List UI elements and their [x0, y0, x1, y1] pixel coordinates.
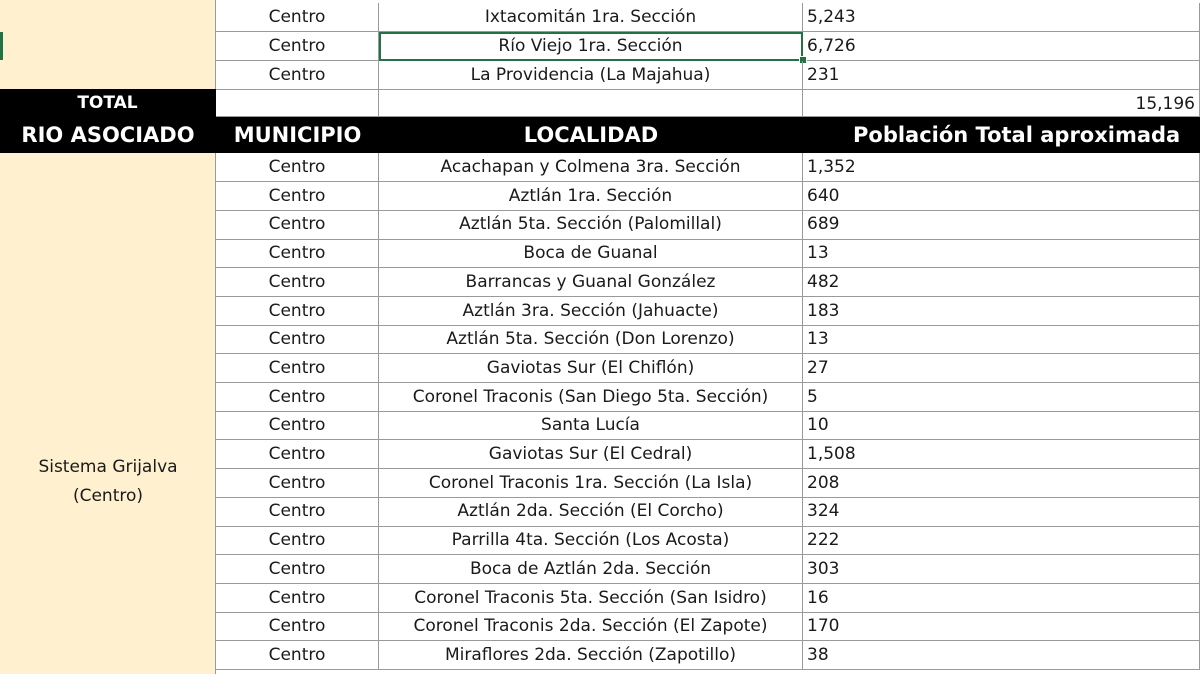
- cell-municipio[interactable]: Centro: [216, 555, 379, 584]
- cell-localidad[interactable]: Aztlán 2da. Sección (El Corcho): [379, 497, 803, 526]
- cell-empty[interactable]: [379, 89, 803, 117]
- river-label: [0, 453, 216, 511]
- cell-poblacion[interactable]: 482: [803, 268, 1200, 297]
- cell-localidad[interactable]: Coronel Traconis 1ra. Sección (La Isla): [379, 469, 803, 498]
- cell-municipio[interactable]: Centro: [216, 182, 379, 211]
- cell-poblacion[interactable]: 640: [803, 182, 1200, 211]
- cell-localidad-selected[interactable]: Río Viejo 1ra. Sección: [379, 32, 803, 61]
- cell-poblacion[interactable]: 13: [803, 325, 1200, 354]
- cell-poblacion[interactable]: 38: [803, 641, 1200, 670]
- cell-poblacion[interactable]: 6,726: [803, 32, 1200, 61]
- cell-municipio[interactable]: Centro: [216, 210, 379, 239]
- total-label[interactable]: TOTAL: [0, 89, 216, 117]
- row-selection-marker: [0, 32, 3, 60]
- cell-municipio[interactable]: Centro: [216, 297, 379, 326]
- cell-municipio[interactable]: Centro: [216, 268, 379, 297]
- cell-municipio[interactable]: Centro: [216, 3, 379, 32]
- cell-localidad[interactable]: Coronel Traconis (San Diego 5ta. Sección): [379, 383, 803, 412]
- cell-municipio[interactable]: Centro: [216, 612, 379, 641]
- cell-municipio[interactable]: Centro: [216, 411, 379, 440]
- cell-municipio[interactable]: Centro: [216, 641, 379, 670]
- cell-localidad[interactable]: Coronel Traconis 5ta. Sección (San Isidro): [379, 584, 803, 613]
- cell-poblacion[interactable]: 303: [803, 555, 1200, 584]
- cell-localidad[interactable]: Acachapan y Colmena 3ra. Sección: [379, 153, 803, 182]
- cell-localidad[interactable]: Aztlán 5ta. Sección (Don Lorenzo): [379, 325, 803, 354]
- cell-localidad[interactable]: Aztlán 3ra. Sección (Jahuacte): [379, 297, 803, 326]
- cell-municipio[interactable]: Centro: [216, 440, 379, 469]
- cell-municipio[interactable]: Centro: [216, 383, 379, 412]
- cell-poblacion[interactable]: 222: [803, 526, 1200, 555]
- cell-localidad[interactable]: Aztlán 5ta. Sección (Palomillal): [379, 210, 803, 239]
- cell-poblacion[interactable]: 1,508: [803, 440, 1200, 469]
- total-value[interactable]: 15,196: [803, 89, 1200, 117]
- cell-municipio[interactable]: Centro: [216, 497, 379, 526]
- cell-municipio[interactable]: Centro: [216, 61, 379, 90]
- header-rio-asociado[interactable]: RIO ASOCIADO: [0, 117, 216, 153]
- cell-poblacion[interactable]: 16: [803, 584, 1200, 613]
- cell-poblacion[interactable]: 5: [803, 383, 1200, 412]
- cell-municipio[interactable]: Centro: [216, 32, 379, 61]
- river-cell-merged[interactable]: [0, 153, 216, 674]
- cell-poblacion[interactable]: 1,352: [803, 153, 1200, 182]
- cell-poblacion[interactable]: 170: [803, 612, 1200, 641]
- header-localidad[interactable]: LOCALIDAD: [379, 117, 803, 153]
- cell-municipio[interactable]: Centro: [216, 325, 379, 354]
- cell-municipio[interactable]: Centro: [216, 526, 379, 555]
- cell-localidad[interactable]: Barrancas y Guanal González: [379, 268, 803, 297]
- river-cell-previous[interactable]: [0, 0, 216, 89]
- header-municipio[interactable]: MUNICIPIO: [216, 117, 379, 153]
- cell-poblacion[interactable]: 689: [803, 210, 1200, 239]
- cell-poblacion[interactable]: 27: [803, 354, 1200, 383]
- cell-localidad[interactable]: Coronel Traconis 2da. Sección (El Zapote): [379, 612, 803, 641]
- cell-localidad[interactable]: Aztlán 1ra. Sección: [379, 182, 803, 211]
- cell-poblacion[interactable]: 183: [803, 297, 1200, 326]
- cell-municipio[interactable]: Centro: [216, 469, 379, 498]
- river-name: Sistema Grijalva: [38, 457, 178, 477]
- cell-localidad[interactable]: Boca de Guanal: [379, 239, 803, 268]
- cell-municipio[interactable]: Centro: [216, 153, 379, 182]
- cell-municipio[interactable]: Centro: [216, 354, 379, 383]
- cell-municipio[interactable]: Centro: [216, 239, 379, 268]
- cell-municipio[interactable]: Centro: [216, 584, 379, 613]
- cell-localidad[interactable]: La Providencia (La Majahua): [379, 61, 803, 90]
- cell-poblacion[interactable]: 5,243: [803, 3, 1200, 32]
- cell-localidad[interactable]: Parrilla 4ta. Sección (Los Acosta): [379, 526, 803, 555]
- cell-poblacion[interactable]: 324: [803, 497, 1200, 526]
- cell-localidad[interactable]: Gaviotas Sur (El Chiflón): [379, 354, 803, 383]
- cell-poblacion[interactable]: 13: [803, 239, 1200, 268]
- cell-localidad[interactable]: Miraflores 2da. Sección (Zapotillo): [379, 641, 803, 670]
- cell-localidad[interactable]: Santa Lucía: [379, 411, 803, 440]
- cell-localidad[interactable]: Boca de Aztlán 2da. Sección: [379, 555, 803, 584]
- cell-empty[interactable]: [216, 89, 379, 117]
- header-poblacion[interactable]: Población Total aproximada: [803, 117, 1200, 153]
- cell-localidad[interactable]: Ixtacomitán 1ra. Sección: [379, 3, 803, 32]
- cell-localidad[interactable]: Gaviotas Sur (El Cedral): [379, 440, 803, 469]
- cell-poblacion[interactable]: 208: [803, 469, 1200, 498]
- cell-poblacion[interactable]: 10: [803, 411, 1200, 440]
- cell-poblacion[interactable]: 231: [803, 61, 1200, 90]
- river-subname: (Centro): [72, 486, 144, 506]
